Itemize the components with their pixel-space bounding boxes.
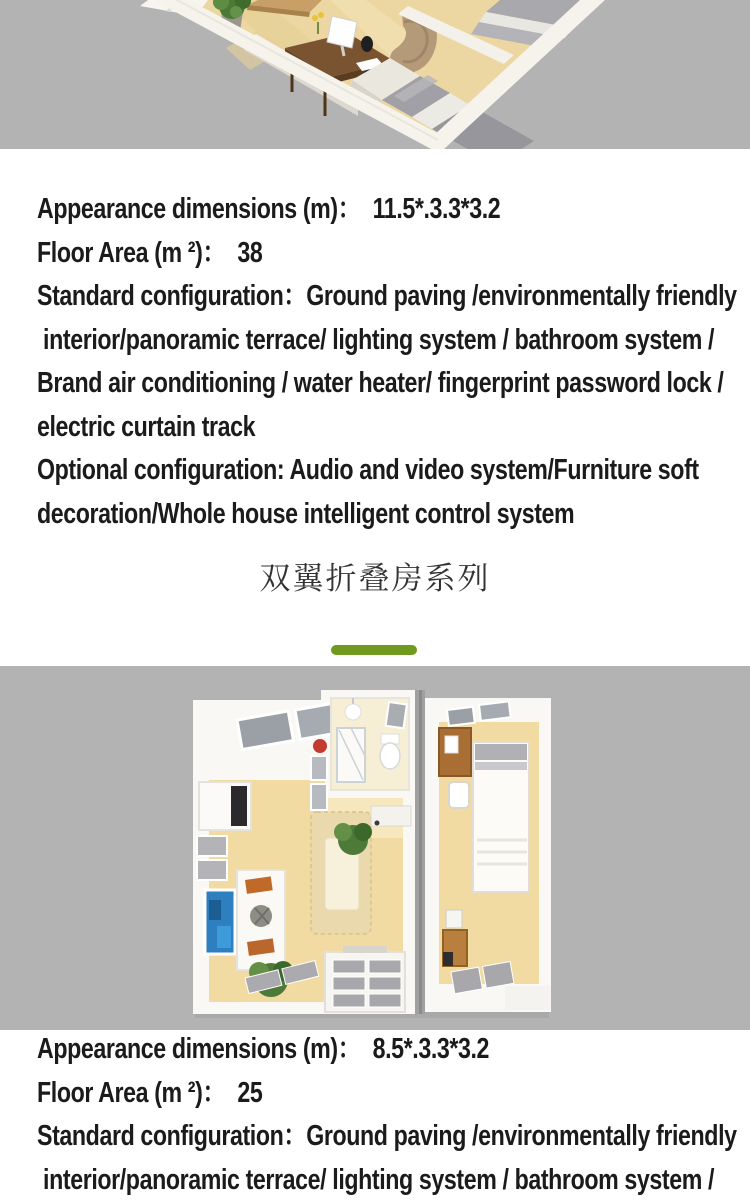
isometric-floorplan-image <box>0 0 750 149</box>
spec-line: Standard configuration：Ground paving /environmentally friendly <box>37 1120 737 1152</box>
plan-section <box>0 666 750 1030</box>
spec-block-bottom <box>0 1028 750 1200</box>
spec-line: interior/panoramic terrace/ lighting system / bathroom system / <box>37 1163 715 1196</box>
spec-line: decoration/Whole house intelligent control system <box>37 497 575 530</box>
spec-line: Standard configuration：Ground paving /environmentally friendly <box>37 280 737 312</box>
spec-line: electric curtain track <box>37 410 256 443</box>
series-title: 双翼折叠房系列 <box>259 561 491 596</box>
floorplan-image <box>193 690 553 1023</box>
spec-line: Optional configuration: Audio and video system/Furniture soft <box>37 454 699 486</box>
spec-line: interior/panoramic terrace/ lighting system / bathroom system / <box>37 323 715 356</box>
isometric-room-render <box>0 0 750 149</box>
spec-line: Floor Area (m ²)： 38 <box>37 236 263 269</box>
green-divider <box>331 645 417 655</box>
spec-line: Appearance dimensions (m)： 11.5*.3.3*3.2 <box>37 193 501 225</box>
spec-line: Floor Area (m ²)： 25 <box>37 1076 263 1109</box>
spec-line: Brand air conditioning / water heater/ fingerprint password lock / <box>37 367 724 399</box>
spec-block-top <box>0 188 750 536</box>
floorplan-top-view-render <box>193 690 553 1023</box>
spec-line: Appearance dimensions (m)： 8.5*.3.3*3.2 <box>37 1033 490 1065</box>
